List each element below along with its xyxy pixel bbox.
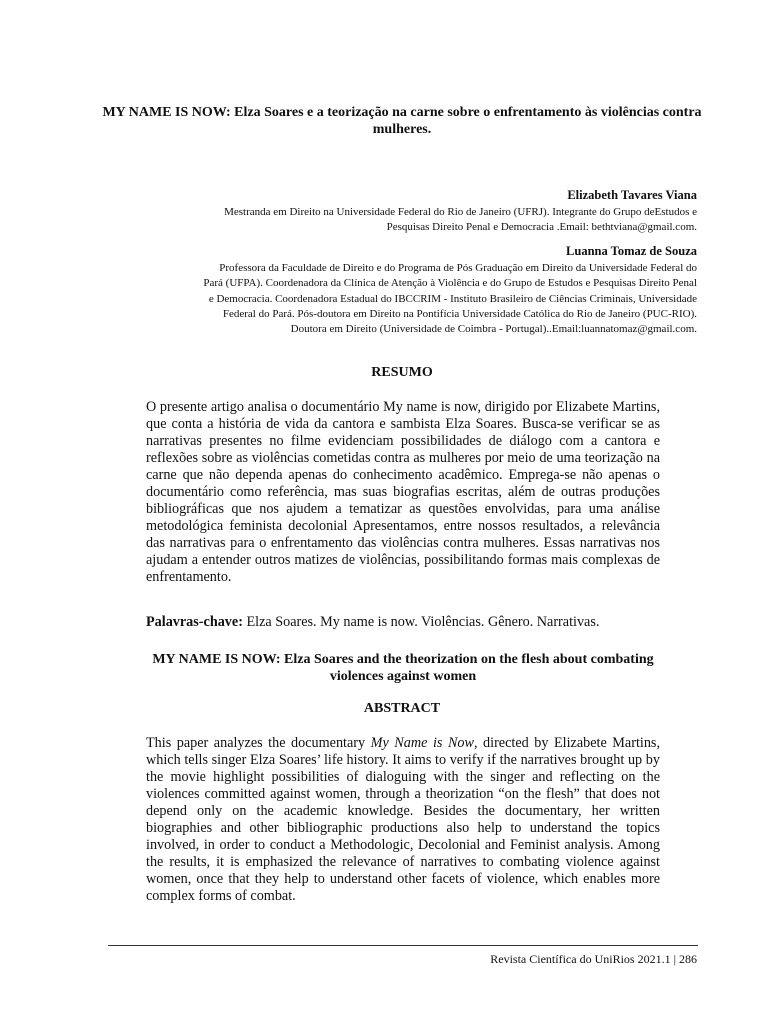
footer-separator: | bbox=[673, 952, 676, 966]
page-number: 286 bbox=[679, 952, 697, 966]
resumo-body: O presente artigo analisa o documentário My name is now, dirigido por Elizabete Martins, que conta a história de vida da cantora e sambista Elza Soares. Busca-se verificar se as narrativas presentes no filme evidenciam possibilidades de diálogo com a cantora e reflexões sobre as violências cometidas contra as mulheres por meio de uma teorização na carne que não dependa apenas do conhecimento acadêmico. Emprega-se não apenas o documentário como referência, mas suas biografias escritas, além de outras produções bibliográficas que nos ajudem a tematizar as questões envolvidas, para uma análise metodológica feminista decolonial Apresentamos, entre nossos resultados, a relevância das narrativas para o enfrentamento das violências contra mulheres. Essas narrativas nos ajudam a entender outros matizes de violências, possibilitando formas mais complexas de enfrentamento. bbox=[146, 399, 660, 585]
affiliation-line: Federal do Pará. Pós-doutora em Direito na Pontifícia Universidade Católica do Rio de Janeiro (PUC-RIO). bbox=[222, 307, 697, 320]
author-affiliation-1 bbox=[224, 205, 697, 236]
footer-journal: Revista Científica do UniRios 2021.1 bbox=[490, 952, 671, 966]
affiliation-line: Pará (UFPA). Coordenadora da Clínica de Atenção à Violência e do Grupo de Estudos e Pesquisas Direito Penal bbox=[203, 277, 697, 290]
abstract-body bbox=[146, 735, 660, 905]
keywords-text: Elza Soares. My name is now. Violências. Gênero. Narrativas. bbox=[242, 614, 600, 630]
affiliation-line: e Democracia. Coordenadora Estadual do IBCCRIM - Instituto Brasileiro de Ciências Criminais, Universidade bbox=[208, 292, 697, 305]
affiliation-line: Doutora em Direito (Universidade de Coimbra - Portugal)..Email:luannatomaz@gmail.com. bbox=[290, 323, 697, 336]
author-name-1: Elizabeth Tavares Viana bbox=[567, 188, 697, 202]
affiliation-line: Professora da Faculdade de Direito e do Programa de Pós Graduação em Direito da Universidade Federal do bbox=[219, 262, 697, 274]
english-title: MY NAME IS NOW: Elza Soares and the theorization on the flesh about combating violences against women bbox=[152, 652, 654, 684]
affiliation-line: Pesquisas Direito Penal e Democracia .Email: bethtviana@gmail.com. bbox=[386, 221, 697, 234]
abstract-heading: ABSTRACT bbox=[363, 701, 441, 716]
abstract-film-title: My Name is Now bbox=[370, 735, 474, 751]
keywords bbox=[146, 614, 660, 631]
page-footer bbox=[490, 952, 697, 967]
affiliation-line: Mestranda em Direito na Universidade Federal do Rio de Janeiro (UFRJ). Integrante do Grupo deEstudos e bbox=[224, 206, 697, 218]
author-name-2: Luanna Tomaz de Souza bbox=[566, 244, 697, 258]
keywords-label: Palavras-chave: bbox=[146, 614, 243, 630]
footer-rule bbox=[108, 945, 698, 946]
author-affiliation-2 bbox=[203, 261, 697, 337]
resumo-heading: RESUMO bbox=[371, 365, 433, 380]
abstract-text-rest: , directed by Elizabete Martins, which tells singer Elza Soares’ life history. It aims to verify if the narratives brought up by the movie highlight possibilities of dialoguing with the singer and reflecting on the violences committed against women, through a theorization “on the flesh” that does not depend only on the academic knowledge. Besides the documentary, her written biographies and other bibliographic productions also help to understand the topics involved, in order to conduct a Methodologic, Decolonial and Feminist analysis. Among the results, it is emphasized the relevance of narratives to combating violence against women, once that they help to understand other facets of violence, which enables more complex forms of combat. bbox=[146, 735, 660, 904]
abstract-text-start: This paper analyzes the documentary bbox=[146, 735, 371, 751]
paper-title: MY NAME IS NOW: Elza Soares e a teorização na carne sobre o enfrentamento às violências contra mulheres. bbox=[102, 105, 702, 137]
